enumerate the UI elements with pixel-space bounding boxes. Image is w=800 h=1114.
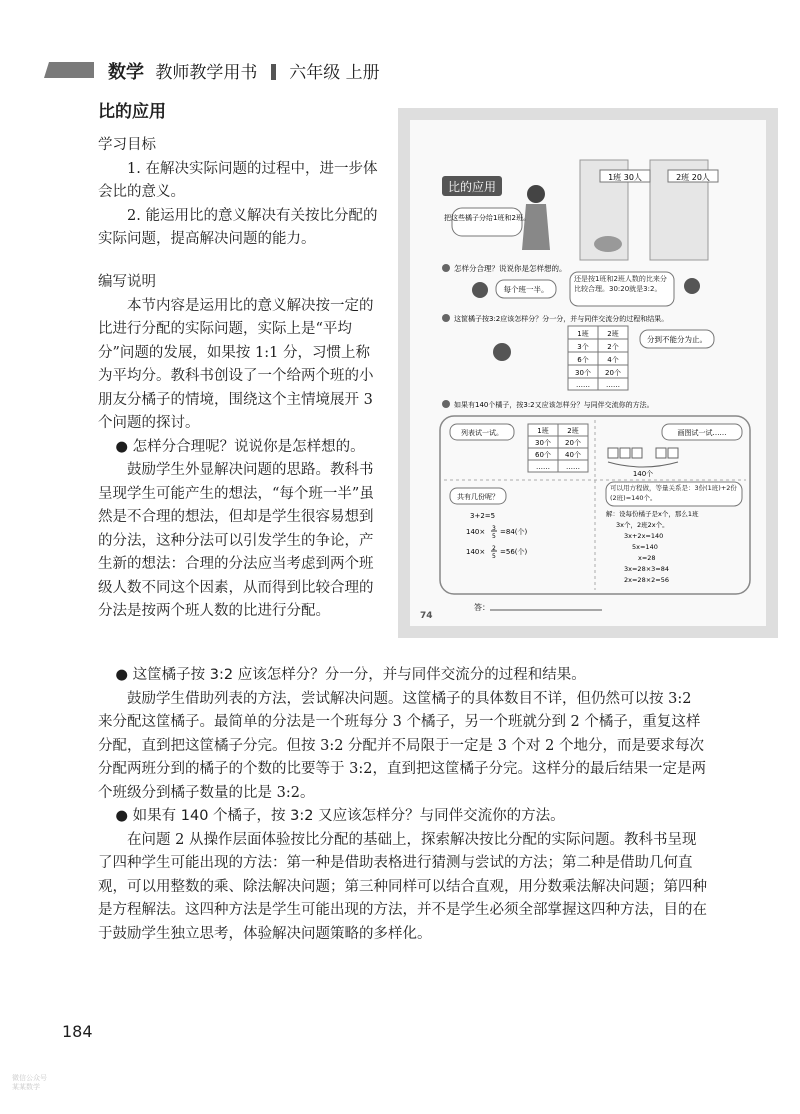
section-title-block: [98, 101, 382, 125]
tb-frac2-den: 5: [492, 553, 496, 560]
header-tab-decoration: [44, 62, 94, 78]
writing-notes: [98, 271, 382, 624]
learning-goals: [98, 134, 382, 252]
tb-kid-1-speech: 每个班一半。: [503, 285, 549, 294]
tb-orange-basket-icon: [594, 236, 622, 252]
tb-fraction-calc: [466, 512, 528, 560]
tb-table-2: [528, 424, 588, 472]
tb-t1-r1c2: 2个: [607, 343, 619, 351]
tb-eq-1: 解：设每份橘子是x个，那么1班: [606, 510, 699, 518]
tb-page-number: 74: [420, 611, 433, 621]
question-1-title: ● 怎样分合理呢？说说你是怎样想的。: [115, 438, 365, 455]
header-grade: 六年级 上册: [289, 63, 380, 83]
tb-answer: 答：: [474, 603, 490, 612]
question-2-title: ● 这筐橘子按 3:2 应该怎样分？分一分，并与同伴交流分的过程和结果。: [115, 667, 586, 683]
tb-t1-r2c2: 4个: [607, 356, 619, 364]
tb-t1-r2c1: 6个: [577, 356, 589, 364]
tb-equation-solution: [606, 509, 699, 584]
goals-heading: 学习目标: [98, 137, 156, 153]
header-book: 教师教学用书: [155, 63, 258, 83]
tb-t2-r2c1: 60个: [535, 451, 551, 459]
notes-intro: 本节内容是运用比的意义解决按一定的比进行分配的实际问题，实际上是“平均分”问题的发展，如果按 1:1 分，习惯上称为平均分。教科书创设了一个给两个班的小朋友分橘子的情境，围绕这个主情境展开 3 个问题的探讨。: [98, 297, 374, 431]
tb-calc-2a: 140×: [466, 528, 486, 536]
tb-t1-r4c2: ……: [606, 381, 620, 389]
tb-sign-2: 2班 20人: [676, 173, 710, 182]
tb-kid-2-speech-wrap: [574, 274, 672, 306]
tb-method-2: 画图试一试……: [677, 429, 727, 437]
goal-item-2: 2. 能运用比的意义解决有关按比分配的实际问题，提高解决问题的能力。: [98, 207, 378, 247]
tb-method-3: 共有几份呢？: [457, 493, 499, 501]
tb-kid-2-speech: 还是按1班和2班人数的比来分比较合理。30:20就是3:2。: [574, 275, 667, 293]
tb-kid-2-icon: [684, 278, 700, 294]
textbook-page-image: [398, 108, 778, 638]
tb-t2-r1c1: 30个: [535, 439, 551, 447]
question-3-title: ● 如果有 140 个橘子，按 3:2 又应该怎样分？与同伴交流你的方法。: [115, 808, 565, 824]
tb-t1-r3c2: 20个: [605, 369, 621, 377]
tb-sign-1: 1班 30人: [608, 173, 642, 182]
tb-t2-r3c1: ……: [536, 463, 550, 471]
textbook-page: [410, 120, 766, 626]
question-2-block: [98, 664, 708, 805]
tb-teacher-body-icon: [522, 204, 550, 250]
tb-eq-speech-wrap: [610, 483, 740, 507]
tb-frac1-den: 5: [492, 533, 496, 540]
tb-kid-3-speech: 分到不能分为止。: [647, 335, 707, 344]
tb-kid-3-icon: [493, 343, 511, 361]
tb-bar-diagram: [608, 448, 678, 478]
tb-t2-r2c2: 40个: [565, 451, 581, 459]
tb-eq-3: 3x+2x=140: [624, 532, 664, 540]
watermark-line-2: 某某数学: [12, 1083, 40, 1091]
tb-method-1: 列表试一试。: [461, 429, 503, 437]
tb-kid-1-icon: [472, 282, 488, 298]
tb-teacher-icon: [527, 185, 545, 203]
tb-eq-7: 2x=28×2=56: [624, 576, 669, 584]
tb-q1-bullet-icon: [442, 264, 450, 272]
tb-q2: 这筐橘子按3:2应该怎样分？分一分，并与同伴交流分的过程和结果。: [454, 315, 669, 323]
question-3-block: [98, 805, 708, 946]
watermark: [12, 1074, 47, 1092]
running-header: [108, 58, 380, 84]
header-divider: [271, 64, 276, 80]
goal-item-1: 1. 在解决实际问题的过程中，进一步体会比的意义。: [98, 160, 378, 200]
tb-q1: 怎样分合理？说说你是怎样想的。: [454, 264, 567, 273]
tb-eq-4: 5x=140: [632, 543, 658, 551]
tb-t1-h2: 2班: [607, 330, 619, 338]
tb-t2-h2: 2班: [567, 427, 579, 435]
tb-teacher-bubble: [452, 208, 522, 236]
tb-eq-5: x=28: [638, 554, 656, 562]
watermark-line-1: 微信公众号: [12, 1074, 47, 1082]
tb-q3: 如果有140个橘子，按3:2又应该怎样分？与同伴交流你的方法。: [454, 401, 654, 409]
tb-q2-bullet-icon: [442, 314, 450, 322]
section-title: 比的应用: [98, 102, 166, 122]
question-3-text: 在问题 2 从操作层面体验按比分配的基础上，探索解决按比分配的实际问题。教科书呈现了四种学生可能出现的方法：第一种是借助表格进行猜测与尝试的方法；第二种是借助几何直观，可以用整数的乘、除法解决问题；第三种同样可以结合直观，用分数乘法解决问题；第四种是方程解法。这四种方法是学生可能出现的方法，并不是学生必须全部掌握这四种方法，目的在于鼓励学生独立思考，体验解决问题策略的多样化。: [98, 831, 707, 942]
tb-eq-speech: 可以用方程做，等量关系是：3份(1班)+2份(2班)=140个。: [610, 484, 737, 502]
textbook-svg: [410, 120, 766, 626]
tb-eq-2: 3x个，2班2x个。: [616, 521, 669, 529]
question-2-text: 鼓励学生借助列表的方法，尝试解决问题。这筐橘子的具体数目不详，但仍然可以按 3:2 来分配这筐橘子。最简单的分法是一个班每分 3 个橘子，另一个班就分到 2 个橘子，重复这样分配，直到把这筐橘子分完。但按 3:2 分配并不局限于一定是 3 个对 2 个地分，而是要求每次分配两班分到的橘子的个数的比要等于 3:2，直到把这筐橘子分完。这样分的最后结果一定是两个班级分到橘子数量的比是 3:2。: [98, 690, 706, 801]
tb-t1-r3c1: 30个: [575, 369, 591, 377]
tb-t2-r3c2: ……: [566, 463, 580, 471]
tb-t1-r4c1: ……: [576, 381, 590, 389]
tb-t1-h1: 1班: [577, 330, 589, 338]
tb-teacher-speech: 把这些橘子分给1班和2班。: [444, 214, 530, 222]
tb-t1-r1c1: 3个: [577, 343, 589, 351]
tb-teacher-speech-1: [444, 213, 530, 222]
tb-title: 比的应用: [447, 180, 497, 194]
notes-heading: 编写说明: [98, 274, 156, 290]
tb-calc-3b: =56(个): [500, 548, 528, 556]
tb-frac1-num: 3: [492, 525, 496, 532]
question-1-text: 鼓励学生外显解决问题的思路。教科书呈现学生可能产生的想法，“每个班一半”虽然是不合理的想法，但却是学生很容易想到的分法，这种分法可以引发学生的争论，产生新的想法：合理的分法应当考虑到两个班级人数不同这个因素，从而得到比较合理的分法是按两个班人数的比进行分配。: [98, 462, 374, 619]
tb-frac2-num: 2: [492, 545, 496, 552]
tb-q3-bullet-icon: [442, 400, 450, 408]
tb-diagram-label: 140个: [632, 470, 654, 478]
tb-calc-2b: =84(个): [500, 528, 528, 536]
tb-t2-h1: 1班: [537, 427, 549, 435]
header-subject: 数学: [108, 62, 144, 83]
tb-t2-r1c2: 20个: [565, 439, 581, 447]
tb-table-1: [568, 326, 628, 390]
page-number: 184: [62, 1022, 93, 1041]
tb-calc-3a: 140×: [466, 548, 486, 556]
tb-calc-1: 3+2=5: [470, 512, 496, 520]
tb-eq-6: 3x=28×3=84: [624, 565, 669, 573]
